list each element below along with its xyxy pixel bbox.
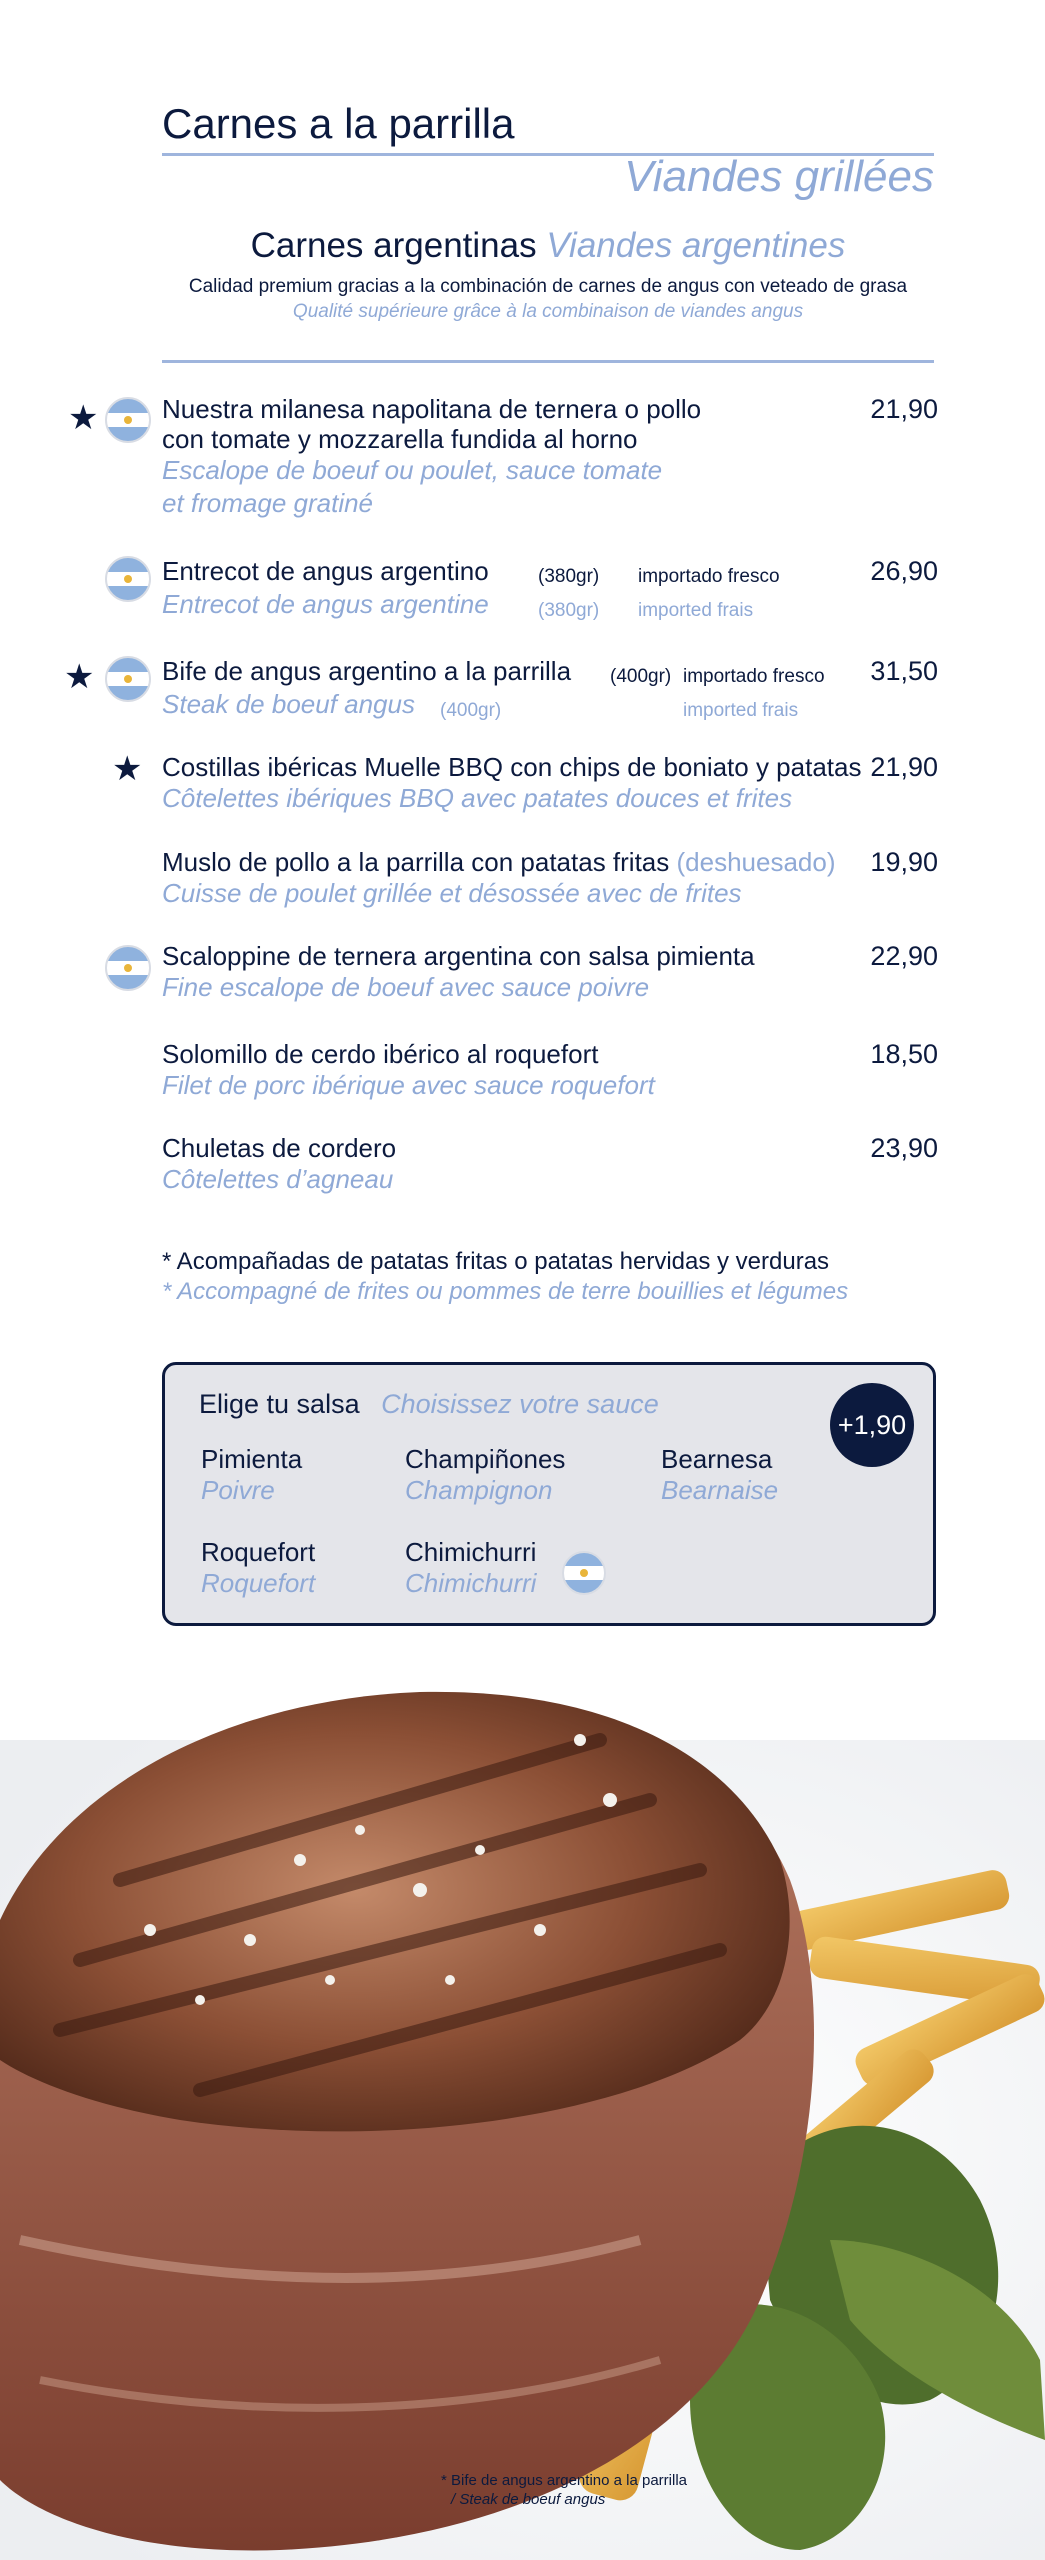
item-note-es: importado fresco xyxy=(638,566,780,587)
sauce-heading-fr: Choisissez votre sauce xyxy=(381,1389,659,1419)
item-name-es: Nuestra milanesa napolitana xyxy=(162,394,492,424)
star-icon: ★ xyxy=(112,750,143,788)
side-note-es: * Acompañadas de patatas fritas o patatas hervidas y verduras xyxy=(162,1248,830,1275)
menu-item-solomillo xyxy=(162,1039,938,1102)
sauce-name-fr: Roquefort xyxy=(201,1568,316,1598)
argentina-flag-icon xyxy=(105,656,151,702)
item-name-fr: Entrecot de angus argentine xyxy=(162,589,489,619)
section-rule xyxy=(162,360,934,363)
sauce-name-es: Pimienta xyxy=(201,1444,303,1474)
item-name-es: Entrecot de angus argentino xyxy=(162,556,489,586)
sauce-name-fr: Bearnaise xyxy=(661,1475,779,1505)
sauce-name-es: Roquefort xyxy=(201,1537,316,1567)
sauce-heading xyxy=(199,1389,659,1420)
section-title-es: Carnes argentinas xyxy=(250,226,537,265)
item-name-fr: Côtelettes d’agneau xyxy=(162,1164,394,1194)
section-desc-fr: Qualité supérieure grâce à la combinaison de viandes angus xyxy=(292,301,804,322)
surcharge-badge: +1,90 xyxy=(830,1383,914,1467)
sauce-name-fr: Champignon xyxy=(405,1475,553,1505)
argentina-flag-icon xyxy=(105,945,151,991)
item-price: 21,90 xyxy=(870,752,938,782)
item-price: 22,90 xyxy=(870,941,938,971)
item-price: 21,90 xyxy=(870,394,938,424)
sauce-option-champinones xyxy=(405,1444,565,1506)
section-desc-es: Calidad premium gracias a la combinación de carnes de angus con veteado de grasa xyxy=(188,276,908,297)
item-name-fr: Fine escalope de boeuf avec sauce poivre xyxy=(162,972,650,1002)
section-title xyxy=(162,226,934,266)
item-name-fr: Côtelettes ibériques BBQ avec patates douces et frites xyxy=(162,783,793,813)
item-price: 23,90 xyxy=(870,1133,938,1163)
sauce-option-pimienta xyxy=(201,1444,302,1506)
item-name-es: Bife de angus argentino a la parrilla xyxy=(162,656,572,686)
item-name-es: Scaloppine de ternera argentina con salsa pimienta xyxy=(162,941,755,971)
star-icon: ★ xyxy=(64,658,95,696)
item-note-fr: imported frais xyxy=(683,700,799,721)
sauce-option-roquefort xyxy=(201,1537,315,1599)
item-desc-es: de ternera o pollo xyxy=(491,394,702,424)
page-subtitle: Viandes grillées xyxy=(624,152,934,201)
sauce-option-bearnesa xyxy=(661,1444,778,1506)
sauce-selection-box xyxy=(162,1362,936,1626)
item-price: 19,90 xyxy=(870,847,938,877)
sauce-name-es: Chimichurri xyxy=(405,1537,537,1567)
photo-caption-fr: / Steak de boeuf angus xyxy=(451,2491,606,2508)
sauce-option-chimichurri xyxy=(405,1537,536,1599)
item-weight-fr: (400gr) xyxy=(440,700,502,721)
item-desc-es-line2: con tomate y mozzarella fundida al horno xyxy=(162,424,638,454)
sauce-name-es: Champiñones xyxy=(405,1444,566,1474)
sauce-name-fr: Poivre xyxy=(201,1475,275,1505)
item-name-fr: Filet de porc ibérique avec sauce roquefort xyxy=(162,1070,655,1100)
item-name-es: Chuletas de cordero xyxy=(162,1133,397,1163)
section-title-fr: Viandes argentines xyxy=(546,226,846,265)
menu-item-milanesa xyxy=(162,394,938,520)
argentina-flag-icon xyxy=(105,556,151,602)
item-desc-fr-line2: et fromage gratiné xyxy=(162,488,374,518)
item-name-es: Costillas ibéricas Muelle BBQ con chips de boniato y patatas xyxy=(162,752,862,782)
item-weight-es: (400gr) xyxy=(610,666,672,687)
side-note-fr: * Accompagné de frites ou pommes de terre bouillies et légumes xyxy=(162,1278,849,1305)
item-name-es: Muslo de pollo a la parrilla con patatas fritas xyxy=(162,847,670,877)
menu-item-scaloppine xyxy=(162,941,938,1004)
item-desc-fr: Escalope de boeuf ou poulet, sauce tomate xyxy=(162,455,663,485)
page-title: Carnes a la parrilla xyxy=(162,100,515,147)
menu-item-muslo xyxy=(162,847,938,910)
sauce-name-fr: Chimichurri xyxy=(405,1568,537,1598)
item-name-fr: Steak de boeuf angus xyxy=(162,689,415,719)
item-weight-es: (380gr) xyxy=(538,566,600,587)
menu-item-chuletas xyxy=(162,1133,938,1196)
menu-item-entrecot xyxy=(162,556,938,621)
item-price: 18,50 xyxy=(870,1039,938,1069)
star-icon: ★ xyxy=(68,399,99,437)
item-price: 31,50 xyxy=(870,656,938,686)
argentina-flag-icon xyxy=(105,397,151,443)
item-name-fr: Cuisse de poulet grillée et désossée avec de frites xyxy=(162,878,742,908)
item-note-fr: imported frais xyxy=(638,600,754,621)
menu-item-costillas xyxy=(162,752,938,815)
item-name-es: Solomillo de cerdo ibérico al roquefort xyxy=(162,1039,599,1069)
item-price: 26,90 xyxy=(870,556,938,586)
argentina-flag-icon xyxy=(562,1551,606,1595)
item-note-es: importado fresco xyxy=(683,666,825,687)
steak-photo xyxy=(0,1680,1045,2560)
sauce-heading-es: Elige tu salsa xyxy=(199,1389,360,1419)
photo-caption-es: * Bife de angus argentino a la parrilla xyxy=(441,2472,687,2489)
sauce-name-es: Bearnesa xyxy=(661,1444,773,1474)
item-extra-es: (deshuesado) xyxy=(676,847,836,877)
item-weight-fr: (380gr) xyxy=(538,600,600,621)
menu-item-bife xyxy=(162,656,938,721)
